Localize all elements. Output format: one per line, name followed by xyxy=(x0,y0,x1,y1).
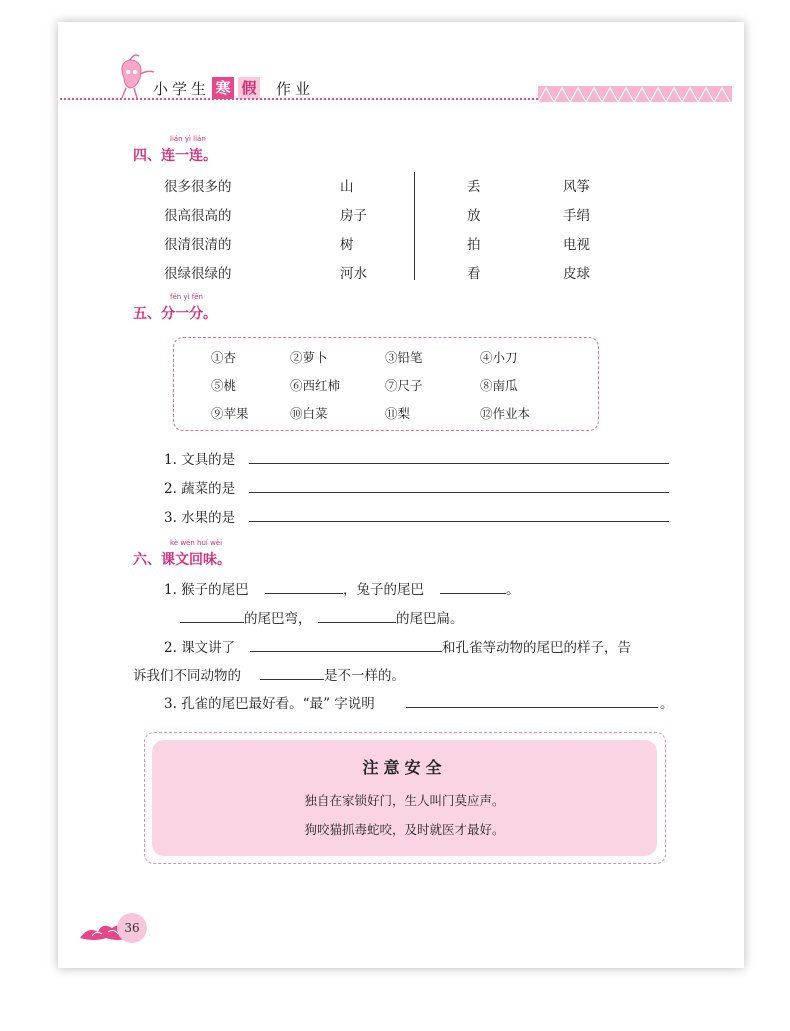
s4-left-4: 很绿很绿的 xyxy=(164,266,232,282)
s4-right-b-4: 皮球 xyxy=(563,266,590,282)
s4-right-b-1: 风筝 xyxy=(563,179,590,195)
s4-mid-4: 河水 xyxy=(340,266,367,282)
s5-question-3: 3. 水果的是 xyxy=(164,510,236,526)
s5-item-2: ②萝卜 xyxy=(290,350,328,365)
header-title-part-1: 小学生 xyxy=(153,79,211,98)
s5-question-1: 1. 文具的是 xyxy=(164,452,236,468)
s6-q1-part-b: ，兔子的尾巴 xyxy=(343,582,424,598)
page-number: 36 xyxy=(117,913,147,943)
s6-q1-part-a: 1. 猴子的尾巴 xyxy=(164,582,249,598)
s5-item-10: ⑩白菜 xyxy=(290,406,328,421)
s6-q2-part-c: 诉我们不同动物的 xyxy=(133,668,241,684)
section5-title: 五、分一分。 xyxy=(133,306,217,322)
s4-left-1: 很多很多的 xyxy=(164,179,232,195)
s4-mid-1: 山 xyxy=(340,179,354,195)
s4-left-3: 很清很清的 xyxy=(164,237,232,253)
s5-question-2: 2. 蔬菜的是 xyxy=(164,481,236,497)
s5-answer-line-3[interactable] xyxy=(249,521,669,522)
s4-right-a-3: 拍 xyxy=(467,237,481,253)
s5-item-7: ⑦尺子 xyxy=(385,378,423,393)
s5-item-12: ⑫作业本 xyxy=(480,406,531,421)
section6-pinyin: kè wén huí wèi xyxy=(170,539,223,547)
s5-answer-line-1[interactable] xyxy=(249,463,669,464)
s4-right-a-4: 看 xyxy=(467,266,481,282)
s4-left-2: 很高很高的 xyxy=(164,208,232,224)
header-title xyxy=(153,77,314,99)
s5-item-3: ③铅笔 xyxy=(385,350,423,365)
header-title-highlight-1: 寒 xyxy=(212,77,234,99)
s6-q1-part-c: 。 xyxy=(506,582,520,598)
s6-q3-part-a: 3. 孔雀的尾巴最好看。“最” 字说明 xyxy=(164,696,375,712)
notice-line-1: 独自在家锁好门，生人叫门莫应声。 xyxy=(304,793,505,808)
s5-item-1: ①杏 xyxy=(211,350,237,365)
s6-q1-blank-3[interactable] xyxy=(180,622,244,623)
s6-q1-blank-2[interactable] xyxy=(440,593,506,594)
section4-pinyin: lián yì lián xyxy=(170,135,206,143)
s4-mid-2: 房子 xyxy=(340,208,367,224)
s5-item-6: ⑥西红柿 xyxy=(290,378,341,393)
s6-q2-blank-2[interactable] xyxy=(260,679,324,680)
s6-q3-blank[interactable] xyxy=(406,707,658,708)
s4-right-b-2: 手绢 xyxy=(563,208,590,224)
section6-title: 六、课文回味。 xyxy=(133,552,231,568)
s5-answer-line-2[interactable] xyxy=(249,492,669,493)
s4-mid-3: 树 xyxy=(340,237,354,253)
s6-q3-part-b: 。 xyxy=(660,696,674,712)
s4-right-a-1: 丢 xyxy=(467,179,481,195)
s5-item-9: ⑨苹果 xyxy=(211,406,249,421)
s4-right-b-3: 电视 xyxy=(563,237,590,253)
s4-divider xyxy=(414,172,415,280)
s6-q1-blank-4[interactable] xyxy=(318,622,396,623)
s5-item-11: ⑪梨 xyxy=(385,406,411,421)
s6-q2-part-a: 2. 课文讲了 xyxy=(164,640,236,656)
s6-q1-blank-1[interactable] xyxy=(265,593,343,594)
s6-q2-blank-1[interactable] xyxy=(250,651,442,652)
s4-right-a-2: 放 xyxy=(467,208,481,224)
header-title-part-2: 作业 xyxy=(276,79,315,98)
s6-q1-part-d: 的尾巴弯， xyxy=(244,611,312,627)
mascot-icon xyxy=(104,52,160,100)
s6-q1-part-e: 的尾巴扁。 xyxy=(396,611,464,627)
header-dotted-line xyxy=(60,98,538,100)
section4-title: 四、连一连。 xyxy=(133,148,217,164)
s6-q2-part-b: 和孔雀等动物的尾巴的样子，告 xyxy=(442,640,631,656)
notice-line-2: 狗咬猫抓毒蛇咬，及时就医才最好。 xyxy=(304,822,505,837)
header-zigzag-pattern xyxy=(538,86,732,102)
s5-item-5: ⑤桃 xyxy=(211,378,237,393)
notice-title: 注意安全 xyxy=(362,758,447,777)
s6-q2-part-d: 是不一样的。 xyxy=(324,668,405,684)
section5-pinyin: fēn yì fēn xyxy=(170,293,203,301)
header-title-highlight-2: 假 xyxy=(238,77,260,99)
s5-item-4: ④小刀 xyxy=(480,350,518,365)
s5-item-8: ⑧南瓜 xyxy=(480,378,518,393)
